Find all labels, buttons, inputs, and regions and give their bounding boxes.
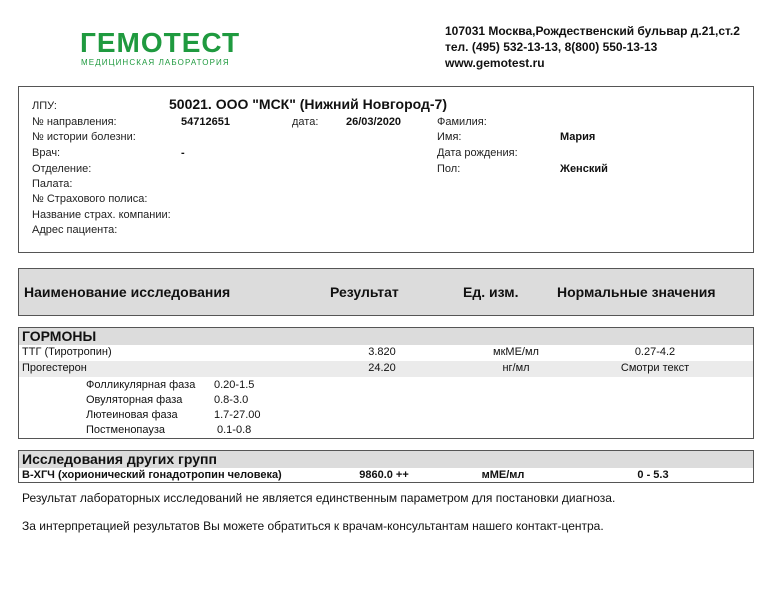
test-name: Прогестерон [22, 362, 87, 374]
hormones-title: ГОРМОНЫ [22, 328, 97, 344]
test-norm: 0.27-4.2 [634, 346, 676, 358]
insurer-label: Название страх. компании: [32, 209, 171, 221]
logo: ГЕМОТЕСТ [80, 27, 241, 58]
table-row [19, 345, 753, 361]
phase-range: 0.20-1.5 [214, 379, 255, 391]
col-result: Результат [330, 284, 399, 300]
name-label: Имя: [437, 131, 462, 143]
department-label: Отделение: [32, 163, 92, 175]
phase-row [19, 408, 753, 423]
test-result: 3.820 [368, 346, 396, 358]
table-row [19, 361, 753, 377]
lab-website[interactable]: www.gemotest.ru [445, 56, 545, 70]
other-title: Исследования других групп [22, 451, 217, 467]
referral-value: 54712651 [181, 116, 230, 128]
test-norm: Смотри текст [620, 362, 690, 374]
lpu-label: ЛПУ: [32, 100, 57, 112]
dob-label: Дата рождения: [437, 147, 518, 159]
referral-label: № направления: [32, 116, 117, 128]
sex-label: Пол: [437, 163, 461, 175]
test-unit: мкМЕ/мл [493, 346, 539, 358]
col-name: Наименование исследования [24, 284, 231, 300]
test-unit: нг/мл [502, 362, 530, 374]
table-row [19, 468, 753, 483]
phase-row [19, 423, 753, 438]
test-name: ТТГ (Тиротропин) [22, 346, 112, 358]
phase-range: 1.7-27.00 [214, 409, 261, 421]
surname-label: Фамилия: [437, 116, 487, 128]
sex-value: Женский [560, 163, 608, 175]
doctor-value: - [181, 147, 185, 159]
phase-name: Лютеиновая фаза [86, 409, 178, 421]
test-unit: мМЕ/мл [481, 469, 525, 481]
policy-label: № Страхового полиса: [32, 193, 148, 205]
name-value: Мария [560, 131, 596, 143]
test-result: 24.20 [368, 362, 396, 374]
other-tests-section [18, 450, 754, 483]
test-name: B-ХГЧ (хорионический гонадотропин человека) [22, 469, 282, 481]
test-result: 9860.0 ++ [359, 469, 409, 481]
patient-address-label: Адрес пациента: [32, 224, 118, 236]
phase-range: 0.1-0.8 [217, 424, 252, 436]
date-value: 26/03/2020 [346, 116, 402, 128]
phase-name: Овуляторная фаза [86, 394, 183, 406]
col-norm: Нормальные значения [557, 284, 716, 300]
lab-address: 107031 Москва,Рождественский бульвар д.21,ст.2 [445, 24, 740, 38]
disclaimer: Результат лабораторных исследований не является единственным параметром для постановки диагноза. [22, 491, 616, 505]
patient-info-box [18, 86, 754, 253]
lpu-value: 50021. ООО "МСК" (Нижний Новгород-7) [169, 96, 447, 112]
lab-phone: тел. (495) 532-13-13, 8(800) 550-13-13 [445, 40, 658, 54]
consultation-note: За интерпретацией результатов Вы можете обратиться к врачам-консультантам нашего контакт-центра. [22, 519, 604, 533]
phase-name: Фолликулярная фаза [86, 379, 196, 391]
phase-row [19, 393, 753, 408]
hormones-section [18, 327, 754, 439]
phase-range: 0.8-3.0 [214, 394, 249, 406]
history-label: № истории болезни: [32, 131, 136, 143]
test-norm: 0 - 5.3 [637, 469, 669, 481]
logo-subtitle: МЕДИЦИНСКАЯ ЛАБОРАТОРИЯ [81, 58, 230, 67]
date-label: дата: [292, 116, 319, 128]
columns-header [18, 268, 754, 316]
phase-row [19, 378, 753, 393]
ward-label: Палата: [32, 178, 73, 190]
col-unit: Ед. изм. [463, 284, 519, 300]
doctor-label: Врач: [32, 147, 61, 159]
phase-name: Постменопауза [86, 424, 166, 436]
